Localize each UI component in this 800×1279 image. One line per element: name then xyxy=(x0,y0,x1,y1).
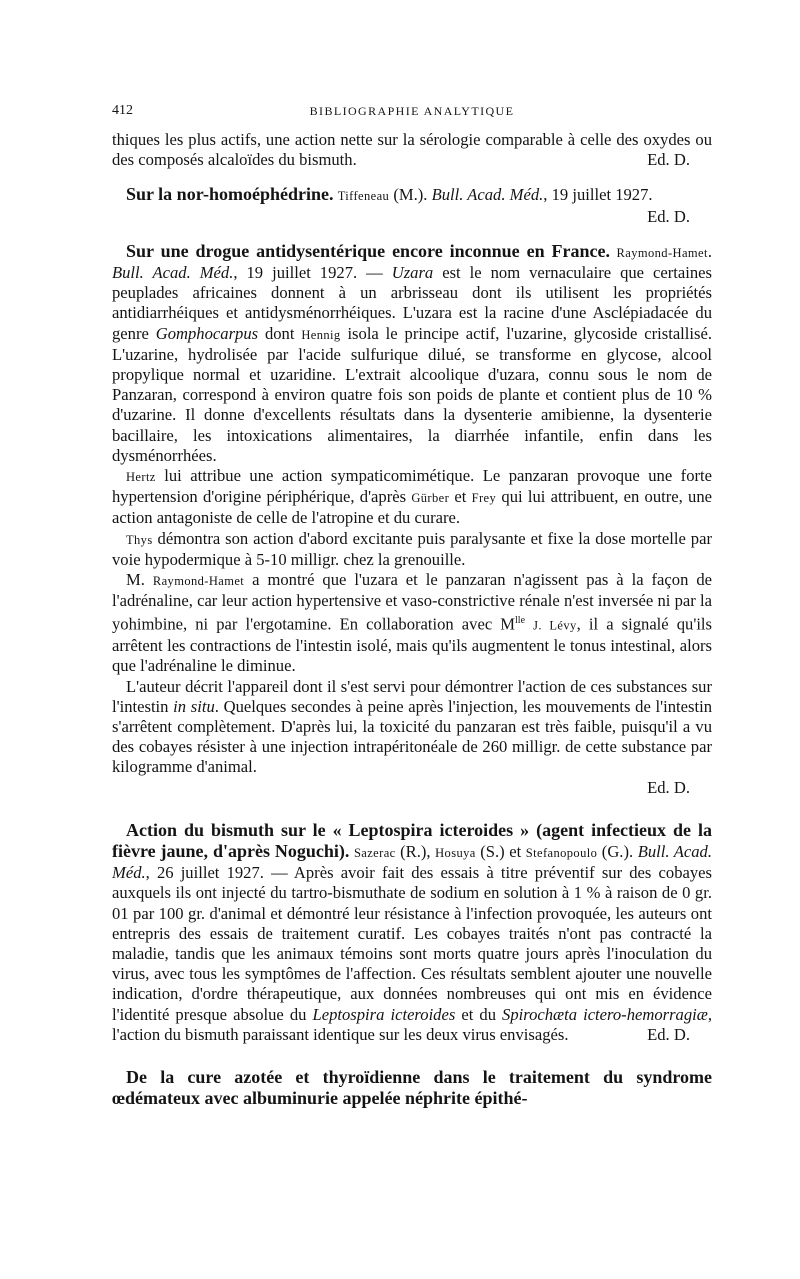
superscript: lle xyxy=(515,615,526,627)
paragraph-text: est le nom vernaculaire que certaines peuplades africaines donnent à un arbrisseau dont ils utilisent les propriétés antidiarrhéiques et antidysménorrhéiques. L'uzara est la racine d'une Asclépiadacée du genre xyxy=(112,263,712,343)
person-hertz: Hertz xyxy=(126,470,156,485)
running-title: BIBLIOGRAPHIE ANALYTIQUE xyxy=(309,104,515,118)
entry-uzara xyxy=(112,241,712,798)
paragraph-text: qui lui attribuent, en outre, une action antagoniste de celle de l'atropine et du curare. xyxy=(112,487,712,528)
entry-date: , 26 juillet 1927. — xyxy=(145,863,294,883)
entry-paragraph xyxy=(112,466,712,529)
entry-title: Sur une drogue antidysentérique encore inconnue en France. xyxy=(126,240,610,261)
entry-cure-azotee xyxy=(112,1067,712,1109)
entry-leptospira xyxy=(112,820,712,1045)
paragraph-text: L'auteur décrit l'appareil dont il s'est servi pour démontrer l'action de ces substances sur l'intestin xyxy=(112,676,712,716)
entry-continuation-text: thiques les plus actifs, une action nette sur la sérologie comparable à celle des oxydes ou des composés alcaloïdes du bismuth. xyxy=(112,130,712,170)
term-uzara: Uzara xyxy=(391,263,434,283)
entry-title: De la cure azotée et thyroïdienne dans le traitement du syndrome œdémateux avec albuminurie appelée néphrite épithé- xyxy=(112,1067,712,1109)
person-thys: Thys xyxy=(126,532,153,547)
entry-continuation xyxy=(112,130,712,170)
entry-paragraph xyxy=(112,820,712,1045)
person-gurber: Gürber xyxy=(411,491,450,506)
entry-nor-homoephedrine xyxy=(112,184,712,226)
entry-signature: Ed. D. xyxy=(647,150,690,170)
entry-author-initial: (R.), xyxy=(395,842,436,862)
entry-author: Tiffeneau xyxy=(337,189,390,204)
genus-gomphocarpus: Gomphocarpus xyxy=(155,323,259,343)
species-leptospira: Leptospira icteroides xyxy=(312,1004,456,1024)
paragraph-text: lui attribue une action sympaticomimétique. Le panzaran provoque une forte hypertension d'origine périphérique, d'après xyxy=(112,466,712,507)
entry-paragraph: Sur une drogue antidysentérique encore inconnue en France. Raymond-Hamet. Bull. Acad. Méd., 19 juillet 1927. — Uzara est le nom vernaculaire que certaines peuplades africaines donnent à un arbrisseau dont ils utilisent les propriétés antidiarrhéiques et antidysménorrhéiques. L'uzara est la racine d'une Asclépiadacée du genre Gomphocarpus dont Hennig isola le principe actif, l'uzarine, glycoside cristallisé. L'uzarine, hydrolisée par l'acide sulfurique dilué, se transforme en glycose, alcool propylique normal et uzaridine. L'extrait alcoolique d'uzara, connu sous le nom de Panzaran, correspond à environ quatre fois son poids de plante et contient plus de 10 % d'uzarine. Il donne d'excellents résultats dans la dysenterie amibienne, la dysenterie bacillaire, les intoxications alimentaires, la diarrhée infantile, enfin dans les dysménorrhées. xyxy=(112,240,712,465)
page-number: 412 xyxy=(112,103,133,118)
person-hennig: Hennig xyxy=(301,327,341,342)
paragraph-text: M. xyxy=(126,570,153,590)
term-in-situ: in situ xyxy=(173,696,215,716)
entry-journal: Bull. Acad. Méd. xyxy=(112,842,712,883)
paragraph-text: dont xyxy=(258,323,302,343)
paragraph-text: et du xyxy=(455,1004,503,1024)
paragraph-text: Après avoir fait des essais à titre préventif sur des cobayes auxquels ils ont injecté du tartro-bismuthate de sodium en solution à 1 % à raison de 0 gr. 01 par 100 gr. d'animal et démontré leur résistance à l'infection provoquée, les auteurs ont entrepris des essais de traitement curatif. Les cobayes traités n'ont pas contracté la maladie, tandis que les animaux témoins sont morts quatre jours après l'inoculation du virus, avec tous les symptômes de l'affection. Ces résultats semblent ajouter une nouvelle indication, d'ordre thérapeutique, aux données nombreuses qui ont mis en évidence l'identité presque absolue du xyxy=(112,863,712,1024)
entry-journal: Bull. Acad. Méd. xyxy=(112,263,234,283)
entry-paragraph xyxy=(112,529,712,570)
person-levy: J. Lévy xyxy=(533,619,577,633)
paragraph-text: démontra son action d'abord excitante puis paralysante et fixe la dose mortelle par voie hypodermique à 5-10 milligr. chez la grenouille. xyxy=(112,528,712,569)
paragraph-text: a montré que l'uzara et le panzaran n'agissent pas à la façon de l'adrénaline, car leur action hypertensive et vaso-constrictive rénale n'est inversée ni par la yohimbine, ni par l'ergotamine. En collaboration avec M xyxy=(112,570,712,634)
paragraph-text: , l'action du bismuth paraissant identique sur les deux virus envisagés. xyxy=(112,1004,712,1044)
person-raymond-hamet: Raymond-Hamet xyxy=(152,574,245,589)
entry-title: Sur la nor-homoéphédrine. xyxy=(126,184,334,205)
entry-journal: Bull. Acad. Méd. xyxy=(431,185,544,205)
paragraph-text: et xyxy=(449,487,472,507)
entry-author: Stefanopoulo xyxy=(525,846,598,861)
page-header xyxy=(112,103,712,123)
page-body xyxy=(112,130,712,1109)
entry-author: Sazerac xyxy=(353,846,396,861)
entry-date: , 19 juillet 1927. — xyxy=(233,263,392,283)
entry-title: Action du bismuth sur le « Leptospira icteroides » (agent infectieux de la fièvre jaune, d'après Noguchi). xyxy=(112,819,712,862)
entry-author: Raymond-Hamet xyxy=(616,245,708,260)
entry-signature: Ed. D. xyxy=(647,777,690,797)
entry-date: , 19 juillet 1927. xyxy=(543,185,653,205)
entry-signature: Ed. D. xyxy=(647,1024,690,1044)
paragraph-text: isola le principe actif, l'uzarine, glycoside cristallisé. L'uzarine, hydrolisée par l'acide sulfurique dilué, se transforme en glycose, alcool propylique normal et uzaridine. L'extrait alcoolique d'uzara, connu sous le nom de Panzaran, correspond à environ quatre fois son poids de plante et contient plus de 10 % d'uzarine. Il donne d'excellents résultats dans la dysenterie amibienne, la dysenterie bacillaire, les intoxications alimentaires, la diarrhée infantile, enfin dans les dysménorrhées. xyxy=(112,323,712,465)
paragraph-text: , il a signalé qu'ils arrêtent les contractions de l'intestin isolé, mais qu'ils augmentent le tonus intestinal, alors que l'adrénaline le diminue. xyxy=(112,615,713,676)
entry-paragraph xyxy=(112,570,712,677)
paragraph-text: . Quelques secondes à peine après l'injection, les mouvements de l'intestin s'arrêtent complètement. D'après lui, la toxicité du panzaran est très faible, puisqu'il a vu des cobayes résister à une injection intrapéritonéale de 260 milligr. de cette substance par kilogramme d'animal. xyxy=(112,696,713,777)
person-frey: Frey xyxy=(471,491,497,506)
entry-author-initial: (M.). xyxy=(389,185,432,205)
species-spirochaeta: Spirochæta ictero-hemorragiæ xyxy=(502,1004,708,1024)
entry-paragraph xyxy=(112,677,712,778)
entry-author-initial: (G.). xyxy=(597,842,638,862)
entry-signature: Ed. D. xyxy=(647,206,690,226)
entry-author-initial: (S.) et xyxy=(475,842,526,862)
entry-author: Hosuya xyxy=(435,846,476,861)
